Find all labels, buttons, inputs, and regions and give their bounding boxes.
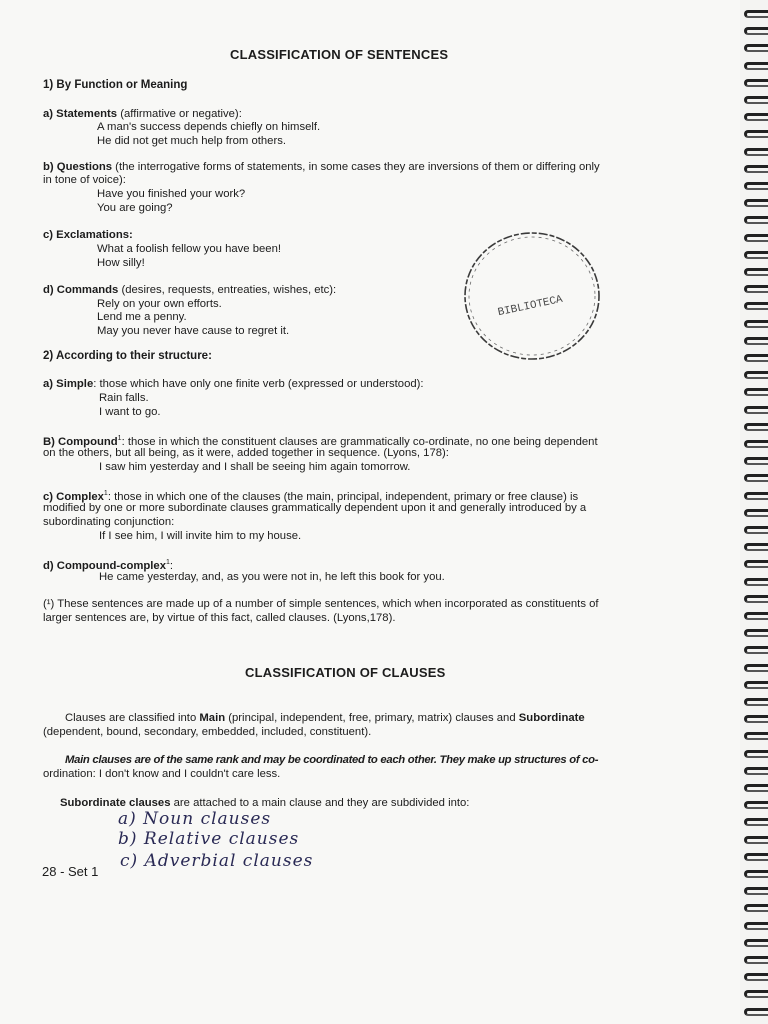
spiral-coil xyxy=(744,165,768,173)
question-example: Have you finished your work? xyxy=(97,188,246,200)
handwritten-item: c) Adverbial clauses xyxy=(120,851,314,871)
footnote-cont: larger sentences are, by virtue of this fact, called clauses. (Lyons,178). xyxy=(43,612,396,624)
compound-complex-definition: d) Compound-complex$^1$: xyxy=(43,559,174,572)
section-title-clauses: CLASSIFICATION OF CLAUSES xyxy=(245,665,446,680)
spiral-coil xyxy=(744,182,768,190)
spiral-coil xyxy=(744,732,768,740)
spiral-coil xyxy=(744,956,768,964)
statement-example: He did not get much help from others. xyxy=(97,135,287,147)
command-example: May you never have cause to regret it. xyxy=(97,325,290,337)
spiral-coil xyxy=(744,302,768,310)
spiral-coil xyxy=(744,337,768,345)
spiral-coil xyxy=(744,698,768,706)
spiral-coil xyxy=(744,543,768,551)
spiral-coil xyxy=(744,371,768,379)
spiral-coil xyxy=(744,560,768,568)
page-number: 28 - Set 1 xyxy=(42,864,99,879)
spiral-coil xyxy=(744,526,768,534)
spiral-coil xyxy=(744,457,768,465)
command-example: Lend me a penny. xyxy=(97,311,187,323)
spiral-coil xyxy=(744,10,768,18)
spiral-coil xyxy=(744,990,768,998)
handwritten-item: b) Relative clauses xyxy=(118,829,300,849)
svg-text:BIBLIOTECA: BIBLIOTECA xyxy=(496,293,564,320)
spiral-coil xyxy=(744,199,768,207)
spiral-coil xyxy=(744,784,768,792)
spiral-coil xyxy=(744,922,768,930)
spiral-coil xyxy=(744,44,768,52)
spiral-coil xyxy=(744,612,768,620)
spiral-coil xyxy=(744,904,768,912)
spiral-coil xyxy=(744,629,768,637)
main-clauses-definition: Main clauses are of the same rank and may be coordinated to each other. They make up structures of co- xyxy=(65,754,599,766)
complex-definition-cont: modified by one or more subordinate clauses grammatically dependent upon it and generally introduced by a xyxy=(43,502,587,514)
page-title: CLASSIFICATION OF SENTENCES xyxy=(230,47,449,62)
simple-example: I want to go. xyxy=(99,406,161,418)
questions-definition-cont: in tone of voice): xyxy=(43,174,126,186)
spiral-coil xyxy=(744,767,768,775)
spiral-coil xyxy=(744,216,768,224)
spiral-coil xyxy=(744,973,768,981)
complex-example: If I see him, I will invite him to my house. xyxy=(99,530,302,542)
compound-complex-example: He came yesterday, and, as you were not in, he left this book for you. xyxy=(99,571,445,583)
spiral-coil xyxy=(744,251,768,259)
spiral-coil xyxy=(744,1008,768,1016)
spiral-coil xyxy=(744,354,768,362)
spiral-coil xyxy=(744,646,768,654)
spiral-coil xyxy=(744,474,768,482)
spiral-coil xyxy=(744,62,768,70)
spiral-coil xyxy=(744,681,768,689)
spiral-coil xyxy=(744,130,768,138)
spiral-coil xyxy=(744,96,768,104)
subordinate-clauses-definition: Subordinate clauses are attached to a main clause and they are subdivided into: xyxy=(60,797,470,809)
commands-definition: d) Commands (desires, requests, entreaties, wishes, etc): xyxy=(43,284,337,296)
spiral-coil xyxy=(744,801,768,809)
compound-definition-cont: on the others, but all being, as it were, added together in sequence. (Lyons, 178): xyxy=(43,447,449,459)
spiral-coil xyxy=(744,440,768,448)
spiral-coil xyxy=(744,664,768,672)
spiral-coil xyxy=(744,818,768,826)
footnote: (¹) These sentences are made up of a number of simple sentences, which when incorporated as constituents of xyxy=(43,598,599,610)
spiral-coil xyxy=(744,234,768,242)
questions-definition: b) Questions (the interrogative forms of statements, in some cases they are inversions of them or differing only xyxy=(43,161,600,173)
command-example: Rely on your own efforts. xyxy=(97,298,222,310)
spiral-coil xyxy=(744,836,768,844)
spiral-coil xyxy=(744,27,768,35)
spiral-coil xyxy=(744,388,768,396)
spiral-coil xyxy=(744,870,768,878)
spiral-coil xyxy=(744,939,768,947)
spiral-coil xyxy=(744,492,768,500)
spiral-coil xyxy=(744,113,768,121)
spiral-coil xyxy=(744,887,768,895)
handwritten-item: a) Noun clauses xyxy=(118,809,272,829)
spiral-coil xyxy=(744,268,768,276)
simple-definition: a) Simple: those which have only one finite verb (expressed or understood): xyxy=(43,378,424,390)
library-stamp xyxy=(462,230,602,365)
compound-definition: B) Compound$^1$: those in which the constituent clauses are grammatically co-ordinate, no one being dependent xyxy=(43,435,598,448)
spiral-coil xyxy=(744,578,768,586)
compound-example: I saw him yesterday and I shall be seeing him again tomorrow. xyxy=(99,461,411,473)
statement-example: A man's success depends chiefly on himself. xyxy=(97,121,321,133)
simple-example: Rain falls. xyxy=(99,392,149,404)
exclamation-example: What a foolish fellow you have been! xyxy=(97,243,281,255)
spiral-binding xyxy=(740,0,768,1024)
exclamation-example: How silly! xyxy=(97,257,145,269)
spiral-coil xyxy=(744,320,768,328)
exclamations-definition: c) Exclamations: xyxy=(43,229,133,241)
complex-definition: c) Complex$^1$: those in which one of the clauses (the main, principal, independent, primary or free clause) is xyxy=(43,490,579,503)
complex-definition-cont: subordinating conjunction: xyxy=(43,516,175,528)
question-example: You are going? xyxy=(97,202,173,214)
statements-definition: a) Statements (affirmative or negative): xyxy=(43,108,242,120)
section-heading-structure: 2) According to their structure: xyxy=(43,350,212,362)
clauses-intro-cont: (dependent, bound, secondary, embedded, included, constituent). xyxy=(43,726,372,738)
spiral-coil xyxy=(744,595,768,603)
clauses-intro: Clauses are classified into Main (principal, independent, free, primary, matrix) clauses and Subordinate xyxy=(65,712,585,724)
spiral-coil xyxy=(744,509,768,517)
section-heading-function: 1) By Function or Meaning xyxy=(43,79,188,91)
spiral-coil xyxy=(744,148,768,156)
spiral-coil xyxy=(744,715,768,723)
spiral-coil xyxy=(744,79,768,87)
main-clauses-example: ordination: I don't know and I couldn't care less. xyxy=(43,768,281,780)
spiral-coil xyxy=(744,285,768,293)
spiral-coil xyxy=(744,406,768,414)
spiral-coil xyxy=(744,750,768,758)
spiral-coil xyxy=(744,423,768,431)
spiral-coil xyxy=(744,853,768,861)
